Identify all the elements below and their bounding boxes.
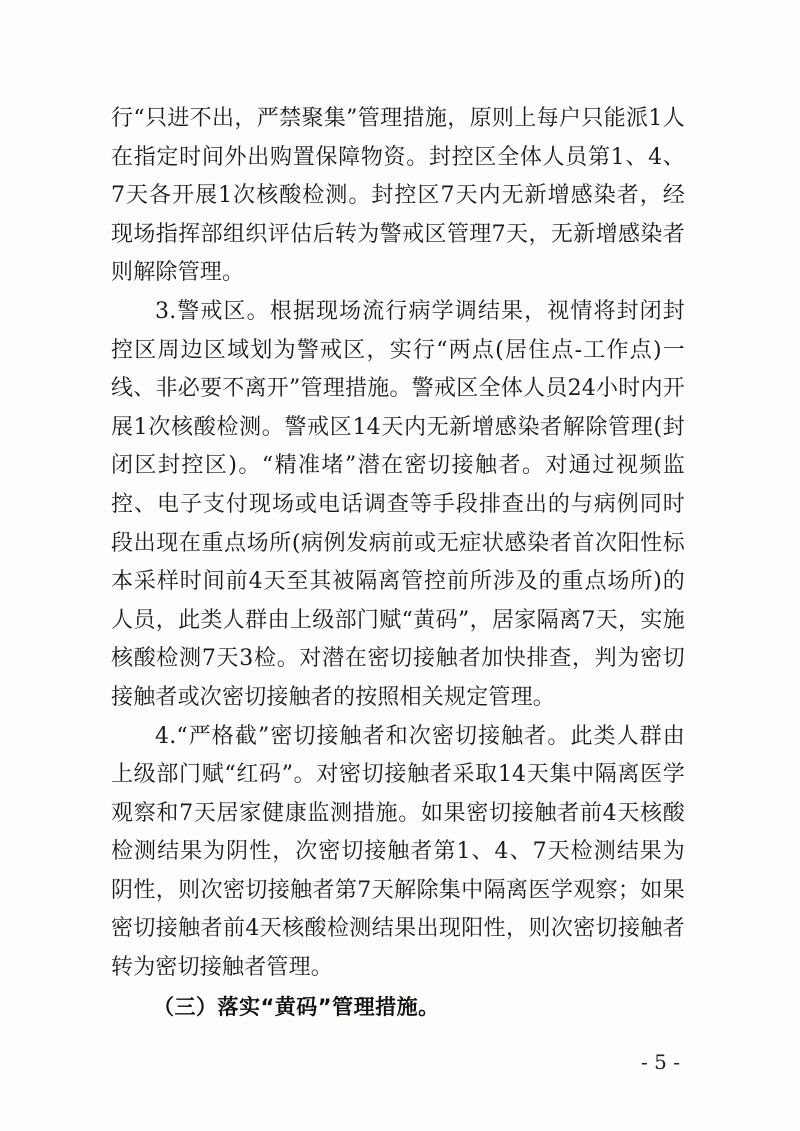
paragraph-warning-zone: 3.警戒区。根据现场流行病学调结果，视情将封闭封控区周边区域划为警戒区，实行“两点(居住点-工作点)一线、非必要不离开”管理措施。警戒区全体人员24小时内开展1次核酸检测。警戒区14天内无新增感染者解除管理(封闭区封控区)。“精准堵”潜在密切接触者。对通过视频监控、电子支付现场或电话调查等手段排查出的与病例同时段出现在重点场所(病例发病前或无症状感染者首次阳性标本采样时间前4天至其被隔离管控前所涉及的重点场所)的人员，此类人群由上级部门赋“黄码”，居家隔离7天，实施核酸检测7天3检。对潜在密切接触者加快排查，判为密切接触者或次密切接触者的按照相关规定管理。 bbox=[111, 298, 685, 710]
paragraph-continued: 行“只进不出，严禁聚集”管理措施，原则上每户只能派1人在指定时间外出购置保障物资。封控区全体人员第1、4、7天各开展1次核酸检测。封控区7天内无新增感染者，经现场指挥部组织评估后转为警戒区管理7天，无新增感染者则解除管理。 bbox=[111, 106, 685, 286]
document-body bbox=[111, 100, 685, 1026]
page-number: - 5 - bbox=[641, 1050, 680, 1074]
paragraph-close-contacts: 4.“严格截”密切接触者和次密切接触者。此类人群由上级部门赋“红码”。对密切接触者采取14天集中隔离医学观察和7天居家健康监测措施。如果密切接触者前4天核酸检测结果为阴性，次密切接触者第1、4、7天检测结果为阴性，则次密切接触者第7天解除集中隔离医学观察；如果密切接触者前4天核酸检测结果出现阳性，则次密切接触者转为密切接触者管理。 bbox=[111, 723, 685, 981]
section-heading: （三）落实“黄码”管理措施。 bbox=[153, 994, 440, 1019]
